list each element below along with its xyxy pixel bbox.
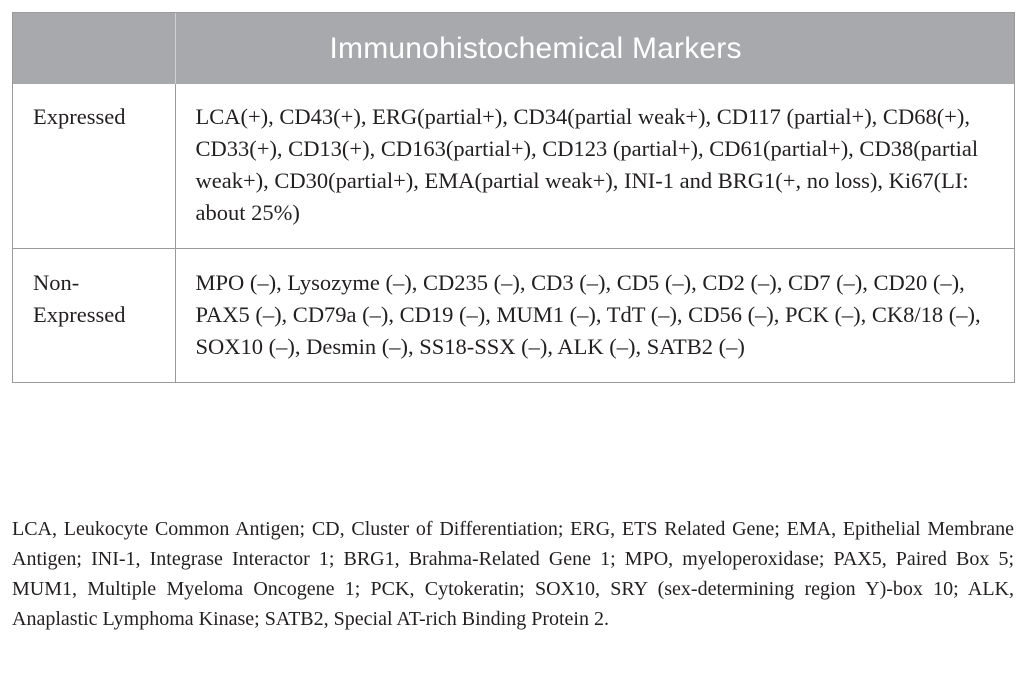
header-empty-cell [13, 13, 175, 84]
table-body [13, 84, 1014, 382]
immunohistochemical-markers-table [13, 13, 1014, 382]
row-label-non-expressed-text: Non-Expressed [33, 270, 126, 327]
row-value-non-expressed: MPO (–), Lysozyme (–), CD235 (–), CD3 (–), CD5 (–), CD2 (–), CD7 (–), CD20 (–), PAX5 (–), CD79a (–), CD19 (–), MUM1 (–), TdT (–), CD56 (–), PCK (–), CK8/18 (–), SOX10 (–), Desmin (–), SS18-SSX (–), ALK (–), SATB2 (–) [195, 270, 981, 359]
marker-table-container [12, 12, 1015, 383]
row-label-non-expressed [13, 249, 175, 383]
row-label-expressed: Expressed [13, 84, 175, 249]
table-row-expressed [13, 84, 1014, 249]
table-footnote: LCA, Leukocyte Common Antigen; CD, Cluster of Differentiation; ERG, ETS Related Gene; EMA, Epithelial Membrane Antigen; INI-1, Integrase Interactor 1; BRG1, Brahma-Related Gene 1; MPO, myeloperoxidase; PAX5, Paired Box 5; MUM1, Multiple Myeloma Oncogene 1; PCK, Cytokeratin; SOX10, SRY (sex-determining region Y)-box 10; ALK, Anaplastic Lymphoma Kinase; SATB2, Special AT-rich Binding Protein 2. [12, 518, 1014, 630]
table-header [13, 13, 1014, 84]
header-title-cell: Immunohistochemical Markers [175, 13, 1014, 84]
header-row [13, 13, 1014, 84]
row-value-expressed: LCA(+), CD43(+), ERG(partial+), CD34(partial weak+), CD117 (partial+), CD68(+), CD33(+), CD13(+), CD163(partial+), CD123 (partial+), CD61(partial+), CD38(partial weak+), CD30(partial+), EMA(partial weak+), INI-1 and BRG1(+, no loss), Ki67(LI: about 25%) [175, 84, 1014, 249]
table-row-non-expressed [13, 249, 1014, 383]
